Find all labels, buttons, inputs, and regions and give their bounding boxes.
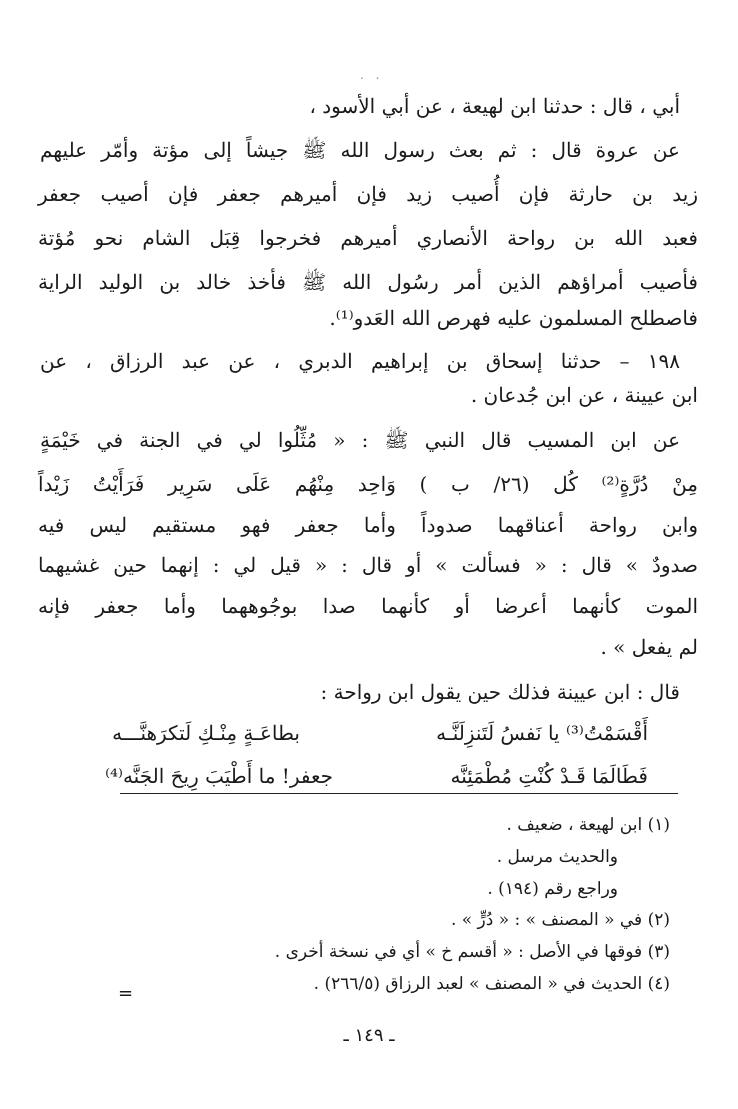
body-line-1: أبي ، قال : حدثنا ابن لهيعة ، عن أبي الأسود ، <box>309 94 680 118</box>
footnote-1-line-3: وراجع رقم (١٩٤) . <box>487 879 618 899</box>
header-dots: . . <box>360 68 384 82</box>
hadith-198-line-1: ١٩٨ – حدثنا إسحاق بن إبراهيم الدبري ، عن عبد الرزاق ، عن <box>40 349 680 373</box>
body-line-5: فأصيب أمراؤهم الذين أمر رسُول الله ﷺ فأخذ خالد بن الوليد الراية <box>38 270 698 294</box>
page-number: ـ ١٤٩ ـ <box>343 1025 395 1046</box>
hadith-198-line-2: ابن عيينة ، عن ابن جُدعان . <box>470 383 698 407</box>
footnote-2: (٢) في « المصنف » : « دُرٍّ » . <box>450 910 670 930</box>
footnote-1-line-2: والحديث مرسل . <box>496 847 618 867</box>
continuation-mark: = <box>118 983 134 1004</box>
poem-verse-1-second-hemistich: بطاعَـةٍ مِنْـكِ لَتكرَهنَّـــه <box>112 721 300 745</box>
poem-verse-1-first-hemistich: أَقْسَمْتُ⁽³⁾ يا نَفسُ لَتَنزِلَنَّـه <box>436 721 648 745</box>
body-line-11: وابن رواحة أعناقهما صدوداً وأما جعفر فهو مستقيم ليس فيه <box>38 513 698 537</box>
body-line-10: مِنْ دُرَّةٍ⁽²⁾ كُل (٢٦/ ب ) وَاحِد مِنْهُم عَلَى سَرِير فَرَأَيْتُ زَيْداً <box>38 472 699 496</box>
body-line-15: قال : ابن عيينة فذلك حين يقول ابن رواحة : <box>320 680 680 704</box>
body-line-12: صدودٌ » قال : « فسألت » أو قال : « قيل لي : إنهما حين غشيهما <box>38 553 698 577</box>
poem-verse-2-second-hemistich: جعفر! ما أَطْيَبَ رِيحَ الجَنَّه⁽⁴⁾ <box>105 764 333 788</box>
poem-verse-2-first-hemistich: فَطَالَمَا قَـدْ كُنْتِ مُطْمَئِنَّه <box>450 764 648 788</box>
body-line-3: زيد بن حارثة فإن أُصيب زيد فإن أميرهم جعفر فإن أصيب جعفر <box>38 182 698 206</box>
body-line-13: الموت كأنهما أعرضا أو كأنهما صدا بوجُوههما وأما جعفر فإنه <box>38 594 698 618</box>
body-line-6: فاصطلح المسلمون عليه فهرص الله العَدو⁽¹⁾. <box>329 306 698 330</box>
footnote-1: (١) ابن لهيعة ، ضعيف . <box>506 815 670 835</box>
body-line-4: فعبد الله بن رواحة الأنصاري أميرهم فخرجوا قِبَل الشام نحو مُؤتة <box>38 226 698 250</box>
body-line-9: عن ابن المسيب قال النبي ﷺ : « مُثِّلُوا لي في الجنة في خَيْمَةٍ <box>40 428 680 452</box>
body-line-14: لم يفعل » . <box>600 635 698 659</box>
footnote-3: (٣) فوقها في الأصل : « أقسم خ » أي في نسخة أخرى . <box>274 942 670 962</box>
footnote-separator <box>120 793 678 794</box>
body-line-2: عن عروة قال : ثم بعث رسول الله ﷺ جيشاً إلى مؤتة وأمّر عليهم <box>40 138 680 162</box>
footnote-4: (٤) الحديث في « المصنف » لعبد الرزاق (٢٦٦/٥) . <box>313 974 670 994</box>
